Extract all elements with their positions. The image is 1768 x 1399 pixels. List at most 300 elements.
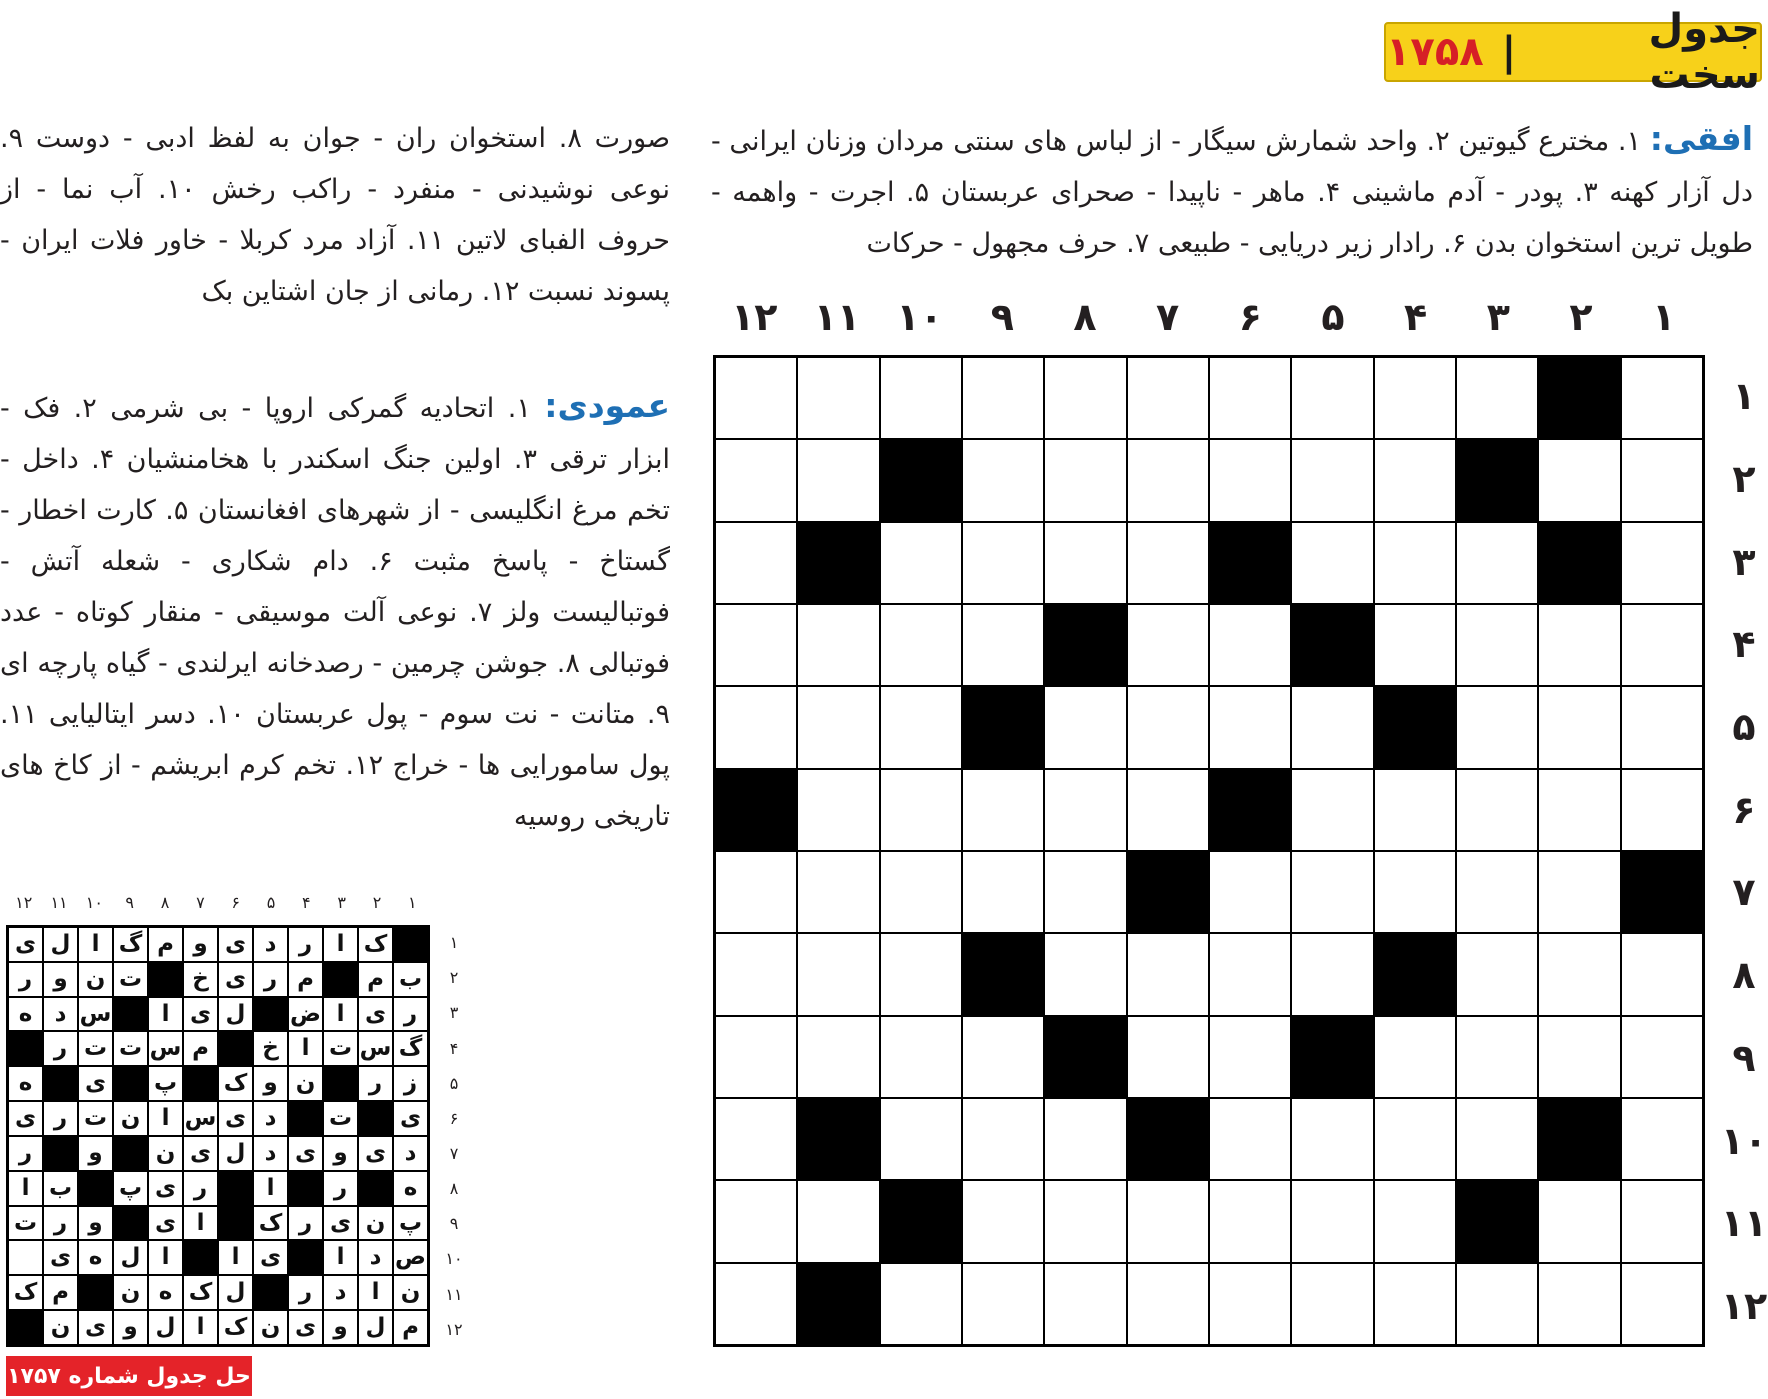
- empty-cell[interactable]: [1374, 769, 1456, 851]
- solution-letter: ر: [253, 962, 288, 997]
- solution-black-square: [323, 962, 358, 997]
- column-number: ۱: [1652, 295, 1676, 339]
- empty-cell[interactable]: [880, 769, 962, 851]
- empty-cell[interactable]: [1291, 1263, 1373, 1345]
- empty-cell[interactable]: [880, 1263, 962, 1345]
- solution-letter: ص: [393, 1240, 428, 1275]
- solution-letter: د: [323, 1275, 358, 1310]
- column-number: ۷: [1156, 295, 1180, 339]
- crossword-grid[interactable]: [713, 355, 1705, 1347]
- solution-letter: ا: [253, 1171, 288, 1206]
- empty-cell[interactable]: [1209, 604, 1291, 686]
- puzzle-number: ۱۷۵۸: [1386, 29, 1484, 75]
- black-square: [1127, 1098, 1209, 1180]
- empty-cell[interactable]: [1209, 357, 1291, 439]
- empty-cell[interactable]: [1538, 851, 1620, 933]
- column-number: ۳: [1486, 295, 1510, 339]
- solution-row-number: ۷: [449, 1144, 459, 1164]
- solution-letter: ل: [113, 1240, 148, 1275]
- empty-cell[interactable]: [962, 1263, 1044, 1345]
- solution-letter: ر: [288, 927, 323, 962]
- solution-letter: ت: [8, 1206, 43, 1241]
- empty-cell[interactable]: [880, 1016, 962, 1098]
- solution-letter: ی: [358, 997, 393, 1032]
- solution-column-number: ۱۰: [85, 893, 103, 912]
- solution-letter: ی: [218, 1101, 253, 1136]
- solution-row-number: ۱: [449, 933, 459, 953]
- solution-letter: س: [358, 1031, 393, 1066]
- solution-letter: ن: [43, 1310, 78, 1345]
- solution-black-square: [288, 1240, 323, 1275]
- empty-cell[interactable]: [1127, 769, 1209, 851]
- empty-cell[interactable]: [880, 522, 962, 604]
- solution-letter: ه: [148, 1275, 183, 1310]
- empty-cell[interactable]: [962, 1098, 1044, 1180]
- solution-black-square: [113, 1206, 148, 1241]
- solution-letter: م: [288, 962, 323, 997]
- empty-cell[interactable]: [1538, 1016, 1620, 1098]
- empty-cell[interactable]: [962, 439, 1044, 521]
- empty-cell[interactable]: [1621, 1180, 1703, 1262]
- empty-cell[interactable]: [1209, 1098, 1291, 1180]
- solution-letter: ک: [183, 1275, 218, 1310]
- solution-letter: ا: [323, 927, 358, 962]
- row-number: ۸: [1732, 953, 1756, 998]
- solution-letter: ت: [78, 1031, 113, 1066]
- solution-letter: و: [183, 927, 218, 962]
- solution-letter: ر: [43, 1206, 78, 1241]
- solution-letter: و: [323, 1310, 358, 1345]
- empty-cell[interactable]: [1127, 1263, 1209, 1345]
- solution-letter: ا: [148, 997, 183, 1032]
- empty-cell[interactable]: [1374, 851, 1456, 933]
- empty-cell[interactable]: [962, 357, 1044, 439]
- solution-letter: ی: [183, 997, 218, 1032]
- empty-cell[interactable]: [880, 686, 962, 768]
- solution-black-square: [78, 1171, 113, 1206]
- empty-cell[interactable]: [1291, 933, 1373, 1015]
- black-square: [715, 769, 797, 851]
- solution-black-square: [113, 997, 148, 1032]
- solution-letter: ه: [78, 1240, 113, 1275]
- solution-black-square: [43, 1136, 78, 1171]
- black-square: [1044, 604, 1126, 686]
- empty-cell[interactable]: [1209, 851, 1291, 933]
- solution-caption: حل جدول شماره ۱۷۵۷: [6, 1356, 252, 1396]
- solution-letter: ت: [113, 962, 148, 997]
- solution-letter: ا: [148, 1240, 183, 1275]
- empty-cell[interactable]: [1209, 686, 1291, 768]
- empty-cell[interactable]: [1538, 604, 1620, 686]
- empty-cell[interactable]: [962, 769, 1044, 851]
- empty-cell[interactable]: [1456, 686, 1538, 768]
- empty-cell[interactable]: [797, 686, 879, 768]
- empty-cell[interactable]: [1209, 1016, 1291, 1098]
- column-numbers: [713, 295, 1705, 339]
- solution-black-square: [393, 927, 428, 962]
- black-square: [797, 522, 879, 604]
- empty-cell[interactable]: [715, 851, 797, 933]
- solution-black-square: [148, 962, 183, 997]
- column-number: ۹: [990, 295, 1014, 339]
- black-square: [1538, 357, 1620, 439]
- solution-black-square: [358, 1101, 393, 1136]
- solution-letter: ه: [8, 997, 43, 1032]
- solution-letter: س: [183, 1101, 218, 1136]
- empty-cell[interactable]: [715, 1263, 797, 1345]
- black-square: [1538, 1098, 1620, 1180]
- solution-letter: ا: [8, 1171, 43, 1206]
- solution-letter: ل: [148, 1310, 183, 1345]
- solution-black-square: [218, 1206, 253, 1241]
- empty-cell[interactable]: [1621, 439, 1703, 521]
- empty-cell[interactable]: [1456, 1098, 1538, 1180]
- empty-cell[interactable]: [962, 604, 1044, 686]
- empty-cell[interactable]: [1044, 851, 1126, 933]
- black-square: [1456, 439, 1538, 521]
- solution-letter: ر: [183, 1171, 218, 1206]
- solution-black-square: [113, 1066, 148, 1101]
- row-number: ۱۲: [1720, 1283, 1768, 1328]
- solution-letter: و: [78, 1136, 113, 1171]
- empty-cell[interactable]: [1209, 1263, 1291, 1345]
- empty-cell[interactable]: [1374, 1016, 1456, 1098]
- solution-letter: ی: [183, 1136, 218, 1171]
- empty-cell[interactable]: [1538, 439, 1620, 521]
- solution-letter: ن: [288, 1066, 323, 1101]
- solution-letter: و: [253, 1066, 288, 1101]
- empty-cell[interactable]: [1044, 357, 1126, 439]
- empty-cell[interactable]: [962, 522, 1044, 604]
- black-square: [962, 933, 1044, 1015]
- solution-letter: ا: [183, 1310, 218, 1345]
- empty-cell[interactable]: [1374, 604, 1456, 686]
- row-numbers: [1720, 355, 1768, 1348]
- empty-cell[interactable]: [1044, 933, 1126, 1015]
- row-number: ۱: [1732, 374, 1756, 419]
- empty-cell[interactable]: [797, 1016, 879, 1098]
- empty-cell[interactable]: [880, 1098, 962, 1180]
- solution-letter: ا: [148, 1101, 183, 1136]
- solution-letter: پ: [393, 1206, 428, 1241]
- solution-letter: ر: [288, 1206, 323, 1241]
- empty-cell[interactable]: [1044, 522, 1126, 604]
- empty-cell[interactable]: [715, 357, 797, 439]
- empty-cell[interactable]: [1456, 1016, 1538, 1098]
- puzzle-title-banner: [1384, 6, 1762, 98]
- row-number: ۹: [1732, 1035, 1756, 1080]
- solution-letter: ن: [148, 1136, 183, 1171]
- empty-cell[interactable]: [1044, 439, 1126, 521]
- solution-letter: ت: [323, 1031, 358, 1066]
- solution-column-number: ۸: [160, 893, 170, 912]
- empty-cell[interactable]: [715, 686, 797, 768]
- black-square: [1209, 522, 1291, 604]
- solution-letter: ک: [8, 1275, 43, 1310]
- across-clues-continued: [0, 113, 670, 323]
- solution-black-square: [78, 1275, 113, 1310]
- empty-cell[interactable]: [1209, 933, 1291, 1015]
- row-number: ۴: [1732, 622, 1756, 667]
- empty-cell[interactable]: [1291, 439, 1373, 521]
- empty-cell[interactable]: [1127, 439, 1209, 521]
- solution-row-numbers: [436, 925, 472, 1347]
- empty-cell[interactable]: [1291, 522, 1373, 604]
- solution-row-number: ۱۲: [445, 1319, 463, 1339]
- empty-cell[interactable]: [715, 1098, 797, 1180]
- solution-letter: پ: [113, 1171, 148, 1206]
- empty-cell[interactable]: [1044, 1180, 1126, 1262]
- solution-black-square: [253, 1275, 288, 1310]
- empty-cell[interactable]: [1456, 522, 1538, 604]
- solution-letter: ر: [8, 962, 43, 997]
- empty-cell[interactable]: [1127, 1016, 1209, 1098]
- solution-letter: م: [393, 1310, 428, 1345]
- empty-cell[interactable]: [1374, 1180, 1456, 1262]
- empty-cell[interactable]: [1044, 686, 1126, 768]
- solution-letter: ی: [288, 1310, 323, 1345]
- empty-cell[interactable]: [1291, 1180, 1373, 1262]
- black-square: [880, 439, 962, 521]
- solution-letter: د: [253, 927, 288, 962]
- black-square: [1209, 769, 1291, 851]
- empty-cell[interactable]: [1374, 1263, 1456, 1345]
- empty-cell[interactable]: [715, 604, 797, 686]
- solution-column-number: ۹: [125, 893, 134, 912]
- empty-cell[interactable]: [1456, 933, 1538, 1015]
- empty-cell[interactable]: [715, 933, 797, 1015]
- empty-cell[interactable]: [1621, 769, 1703, 851]
- empty-cell[interactable]: [962, 1180, 1044, 1262]
- empty-cell[interactable]: [1374, 1098, 1456, 1180]
- solution-letter: و: [43, 962, 78, 997]
- solution-black-square: [218, 1171, 253, 1206]
- solution-letter: ا: [358, 1275, 393, 1310]
- solution-letter: ب: [43, 1171, 78, 1206]
- down-clues-text: ۱. اتحادیه گمرکی اروپا - بی شرمی ۲. فک - ابزار ترقی ۳. اولین جنگ اسکندر با هخامنشیان ۴. داخل - تخم مرغ انگلیسی - از شهرهای افغانستان ۵. کارت اخطار - گستاخ - پاسخ مثبت ۶. دام شکاری - شعله آتش - فوتبالیست ولز ۷. نوعی آلت موسیقی - منقار کوتاه - عدد فوتبالی ۸. جوشن چرمین - رصدخانه ایرلندی - گیاه پارچه ای ۹. متانت - نت سوم - پول عربستان ۱۰. دسر ایتالیایی ۱۱. پول سامورایی ها - خراج ۱۲. تخم کرم ابریشم - از کاخ های تاریخی روسیه: [0, 393, 671, 832]
- row-number: ۳: [1732, 539, 1756, 584]
- empty-cell[interactable]: [1127, 357, 1209, 439]
- empty-cell[interactable]: [797, 604, 879, 686]
- empty-cell[interactable]: [1456, 357, 1538, 439]
- solution-row-number: ۴: [449, 1038, 459, 1058]
- solution-letter: ب: [393, 962, 428, 997]
- solution-letter: ن: [358, 1206, 393, 1241]
- empty-cell[interactable]: [1374, 357, 1456, 439]
- solution-black-square: [113, 1136, 148, 1171]
- empty-cell[interactable]: [1456, 769, 1538, 851]
- solution-letter: ه: [8, 1066, 43, 1101]
- solution-letter: ی: [43, 1240, 78, 1275]
- black-square: [1044, 1016, 1126, 1098]
- column-number: ۵: [1321, 295, 1345, 339]
- empty-cell[interactable]: [797, 357, 879, 439]
- solution-letter: ن: [393, 1275, 428, 1310]
- empty-cell[interactable]: [1291, 686, 1373, 768]
- solution-letter: ل: [358, 1310, 393, 1345]
- solution-letter: ت: [78, 1101, 113, 1136]
- empty-cell[interactable]: [1127, 522, 1209, 604]
- solution-letter: ن: [113, 1275, 148, 1310]
- solution-letter: ض: [288, 997, 323, 1032]
- solution-column-number: ۱۱: [50, 893, 68, 912]
- row-number: ۷: [1732, 870, 1756, 915]
- solution-letter: ر: [43, 1031, 78, 1066]
- empty-cell[interactable]: [1456, 604, 1538, 686]
- solution-letter: ا: [288, 1031, 323, 1066]
- column-number: ۲: [1569, 295, 1593, 339]
- solution-letter: د: [253, 1136, 288, 1171]
- empty-cell[interactable]: [880, 933, 962, 1015]
- solution-letter: س: [78, 997, 113, 1032]
- solution-letter: ی: [323, 1206, 358, 1241]
- empty-cell[interactable]: [715, 522, 797, 604]
- empty-cell[interactable]: [1621, 1016, 1703, 1098]
- empty-cell[interactable]: [1291, 769, 1373, 851]
- solution-letter: م: [183, 1031, 218, 1066]
- empty-cell[interactable]: [715, 439, 797, 521]
- empty-cell[interactable]: [1621, 686, 1703, 768]
- solution-letter: ر: [43, 1101, 78, 1136]
- black-square: [962, 686, 1044, 768]
- solution-letter: ت: [113, 1031, 148, 1066]
- solution-letter: ی: [253, 1240, 288, 1275]
- empty-cell[interactable]: [962, 1016, 1044, 1098]
- solution-column-number: ۴: [302, 893, 311, 912]
- solution-letter: و: [113, 1310, 148, 1345]
- empty-cell[interactable]: [715, 1016, 797, 1098]
- solution-grid: [6, 925, 430, 1347]
- empty-cell[interactable]: [1538, 686, 1620, 768]
- empty-cell[interactable]: [1291, 357, 1373, 439]
- empty-cell[interactable]: [1621, 357, 1703, 439]
- row-number: ۱۰: [1720, 1118, 1768, 1163]
- black-square: [1374, 686, 1456, 768]
- empty-cell[interactable]: [1127, 1180, 1209, 1262]
- solution-letter: ی: [393, 1101, 428, 1136]
- solution-letter: ن: [253, 1310, 288, 1345]
- column-number: ۱۰: [896, 295, 943, 339]
- solution-letter: و: [78, 1206, 113, 1241]
- solution-column-number: ۷: [196, 893, 205, 912]
- empty-cell[interactable]: [797, 851, 879, 933]
- solution-letter: ی: [148, 1206, 183, 1241]
- solution-letter: ا: [323, 997, 358, 1032]
- solution-letter: ک: [218, 1310, 253, 1345]
- solution-letter: ک: [253, 1206, 288, 1241]
- solution-letter: ی: [218, 927, 253, 962]
- empty-cell[interactable]: [1291, 851, 1373, 933]
- empty-cell[interactable]: [715, 1180, 797, 1262]
- empty-cell[interactable]: [1044, 1098, 1126, 1180]
- empty-cell[interactable]: [1538, 1180, 1620, 1262]
- solution-letter: ن: [113, 1101, 148, 1136]
- row-number: ۶: [1732, 787, 1756, 832]
- empty-cell[interactable]: [880, 357, 962, 439]
- solution-letter: ی: [218, 962, 253, 997]
- empty-cell[interactable]: [1127, 933, 1209, 1015]
- black-square: [797, 1098, 879, 1180]
- solution-row-number: ۸: [449, 1179, 459, 1199]
- empty-cell[interactable]: [1127, 604, 1209, 686]
- empty-cell[interactable]: [880, 604, 962, 686]
- down-clues: [0, 380, 670, 850]
- across-clues-text: ۱. مخترع گیوتین ۲. واحد شمارش سیگار - از لباس های سنتی مردان وزنان ایرانی - دل آزار کهنه ۳. پودر - آدم ماشینی ۴. ماهر - ناپیدا - صحرای عربستان ۵. اجرت - واهمه - طویل ترین استخوان بدن ۶. رادار زیر دریایی - طبیعی ۷. حرف مجهول - حرکات: [711, 126, 1753, 259]
- solution-letter: س: [148, 1031, 183, 1066]
- across-clues-text-continued: صورت ۸. استخوان ران - جوان به لفظ ادبی - دوست ۹. نوعی نوشیدنی - منفرد - راکب رخش ۱۰. آب نما - از حروف الفبای لاتین ۱۱. آزاد مرد کربلا - خاور فلات ایران - پسوند نسبت ۱۲. رمانی از جان اشتاین بک: [0, 123, 671, 307]
- empty-cell[interactable]: [1538, 933, 1620, 1015]
- solution-row-number: ۹: [449, 1214, 459, 1234]
- solution-letter: گ: [113, 927, 148, 962]
- empty-cell[interactable]: [797, 769, 879, 851]
- solution-letter: ی: [8, 1101, 43, 1136]
- black-square: [880, 1180, 962, 1262]
- empty-cell[interactable]: [1291, 1098, 1373, 1180]
- empty-cell[interactable]: [1621, 604, 1703, 686]
- solution-black-square: [218, 1031, 253, 1066]
- solution-column-number: ۳: [337, 893, 346, 912]
- solution-black-square: [43, 1066, 78, 1101]
- solution-letter: م: [43, 1275, 78, 1310]
- empty-cell[interactable]: [1044, 1263, 1126, 1345]
- solution-letter: ا: [78, 927, 113, 962]
- empty-cell[interactable]: [1538, 1263, 1620, 1345]
- empty-cell[interactable]: [1538, 769, 1620, 851]
- empty-cell[interactable]: [1456, 1263, 1538, 1345]
- empty-cell[interactable]: [880, 851, 962, 933]
- solution-letter: ز: [393, 1066, 428, 1101]
- black-square: [1621, 851, 1703, 933]
- solution-letter: ی: [78, 1310, 113, 1345]
- solution-letter: خ: [183, 962, 218, 997]
- empty-cell[interactable]: [1456, 851, 1538, 933]
- solution-letter: خ: [253, 1031, 288, 1066]
- column-number: ۱۱: [813, 295, 861, 339]
- empty-cell[interactable]: [1621, 522, 1703, 604]
- empty-cell[interactable]: [1044, 769, 1126, 851]
- column-number: ۸: [1073, 295, 1097, 339]
- column-number: ۶: [1238, 295, 1262, 339]
- solution-black-square: [288, 1171, 323, 1206]
- empty-cell[interactable]: [797, 1180, 879, 1262]
- empty-cell[interactable]: [1127, 686, 1209, 768]
- solution-letter: ن: [78, 962, 113, 997]
- empty-cell[interactable]: [1621, 1098, 1703, 1180]
- solution-row-number: ۶: [449, 1108, 459, 1128]
- empty-cell[interactable]: [1209, 439, 1291, 521]
- solution-black-square: [183, 1240, 218, 1275]
- solution-row-number: ۲: [449, 968, 459, 988]
- empty-cell[interactable]: [1621, 1263, 1703, 1345]
- solution-column-number: ۱: [408, 893, 417, 912]
- solution-column-number: ۱۲: [15, 893, 33, 912]
- empty-cell[interactable]: [1209, 1180, 1291, 1262]
- empty-cell[interactable]: [1374, 439, 1456, 521]
- empty-cell[interactable]: [1374, 522, 1456, 604]
- solution-column-number: ۵: [266, 893, 276, 912]
- solution-black-square: [183, 1066, 218, 1101]
- empty-cell[interactable]: [962, 851, 1044, 933]
- empty-cell[interactable]: [797, 439, 879, 521]
- black-square: [1291, 604, 1373, 686]
- solution-letter: ر: [358, 1066, 393, 1101]
- title-separator: |: [1501, 29, 1517, 75]
- empty-cell[interactable]: [1621, 933, 1703, 1015]
- empty-cell[interactable]: [797, 933, 879, 1015]
- black-square: [1456, 1180, 1538, 1262]
- across-label: افقی:: [1649, 119, 1754, 158]
- solution-letter: ل: [43, 927, 78, 962]
